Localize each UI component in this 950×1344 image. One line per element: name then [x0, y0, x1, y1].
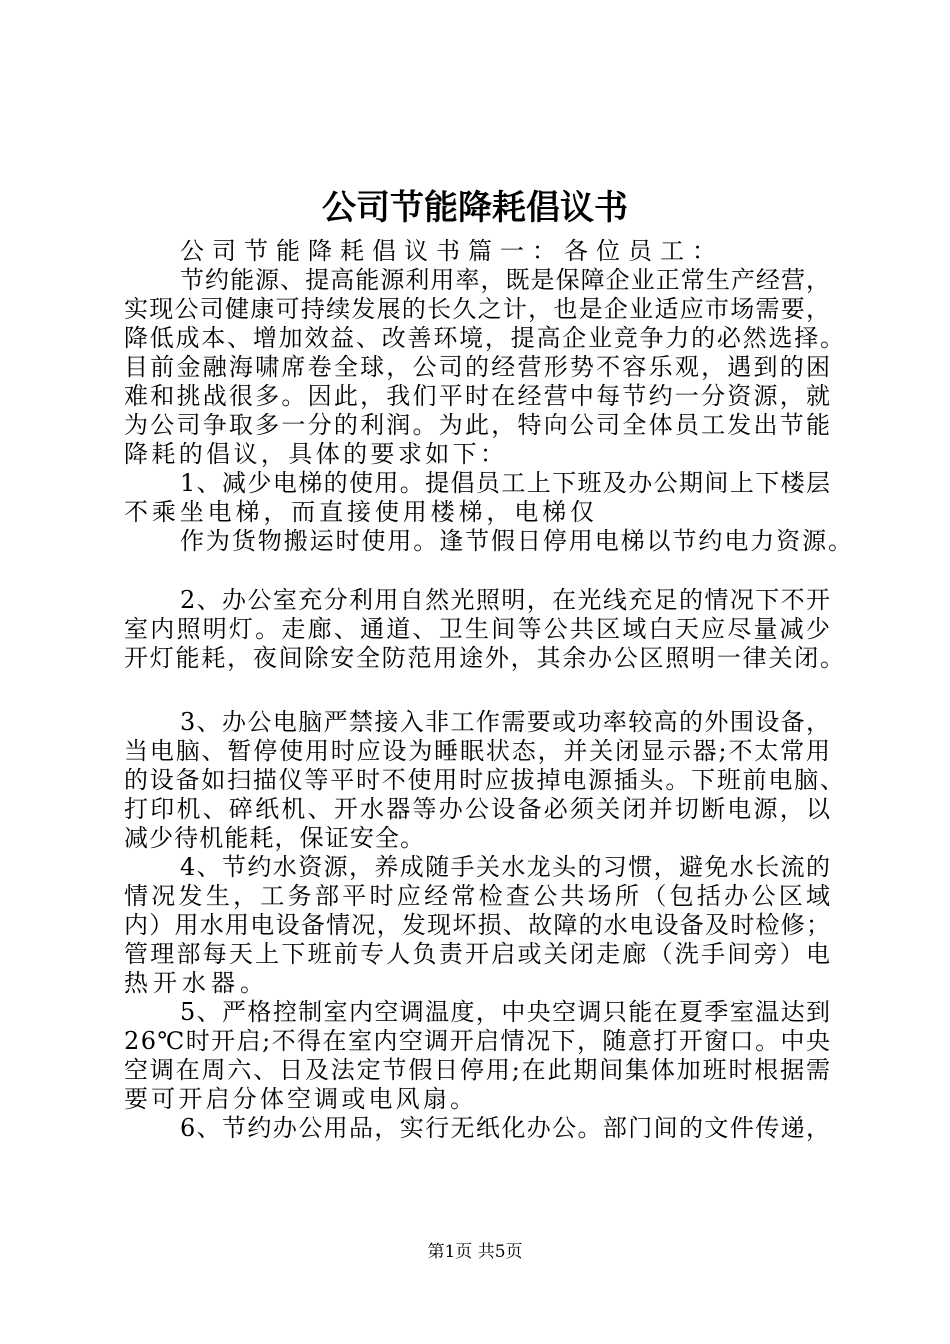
body-line: 开灯能耗，夜间除安全防范用途外，其余办公区照明一律关闭。: [124, 644, 846, 672]
body-line: 难和挑战很多。因此，我们平时在经营中每节约一分资源，就: [124, 382, 833, 410]
body-line: 实现公司健康可持续发展的长久之计，也是企业适应市场需要，: [124, 295, 832, 323]
body-line: 节约能源、提高能源利用率，既是保障企业正常生产经营，: [180, 266, 832, 294]
body-line: 降低成本、增加效益、改善环境，提高企业竞争力的必然选择。: [124, 324, 846, 352]
body-line: 减少待机能耗，保证安全。: [124, 824, 426, 852]
body-line: 的设备如扫描仪等平时不使用时应拔掉电源插头。下班前电脑、: [124, 766, 846, 794]
body-line: 管理部每天上下班前专人负责开启或关闭走廊（洗手间旁）电: [124, 940, 833, 968]
body-line: 降耗的倡议，具体的要求如下：: [124, 440, 508, 468]
body-line: 内）用水用电设备情况，发现坏损、故障的水电设备及时检修；: [124, 911, 832, 939]
body-line: 热开水器。: [124, 969, 269, 997]
body-line: 公司节能降耗倡议书篇一：各位员工：: [180, 237, 724, 265]
body-line: 室内照明灯。走廊、通道、卫生间等公共区域白天应尽量减少: [124, 615, 833, 643]
body-line: 为公司争取多一分的利润。为此，特向公司全体员工发出节能: [124, 411, 833, 439]
body-line: 情况发生，工务部平时应经常检查公共场所（包括办公区域: [124, 882, 834, 910]
body-line: 空调在周六、日及法定节假日停用;在此期间集体加班时根据需: [124, 1056, 832, 1084]
body-line: 作为货物搬运时使用。逢节假日停用电梯以节约电力资源。: [180, 527, 854, 555]
body-line: 26℃时开启;不得在室内空调开启情况下，随意打开窗口。中央: [124, 1027, 832, 1055]
body-line: 1、减少电梯的使用。提倡员工上下班及办公期间上下楼层: [180, 469, 832, 497]
body-line: 3、办公电脑严禁接入非工作需要或功率较高的外围设备，: [180, 708, 832, 736]
body-line: 当电脑、暂停使用时应设为睡眠状态，并关闭显示器;不太常用: [124, 737, 832, 765]
body-line: 5、严格控制室内空调温度，中央空调只能在夏季室温达到: [180, 998, 832, 1026]
body-line: 6、节约办公用品，实行无纸化办公。部门间的文件传递，: [180, 1114, 832, 1142]
body-line: 不乘坐电梯，而直接使用楼梯，电梯仅: [124, 498, 598, 526]
body-line: 2、办公室充分利用自然光照明，在光线充足的情况下不开: [180, 586, 832, 614]
body-line: 4、节约水资源，养成随手关水龙头的习惯，避免水长流的: [180, 853, 832, 881]
body-line: 打印机、碎纸机、开水器等办公设备必须关闭并切断电源，以: [124, 795, 833, 823]
page-footer: 第1页 共5页: [427, 1242, 523, 1262]
body-line: 目前金融海啸席卷全球，公司的经营形势不容乐观，遇到的困: [124, 353, 833, 381]
body-line: 要可开启分体空调或电风扇。: [124, 1085, 478, 1113]
document-title: 公司节能降耗倡议书: [322, 188, 628, 228]
